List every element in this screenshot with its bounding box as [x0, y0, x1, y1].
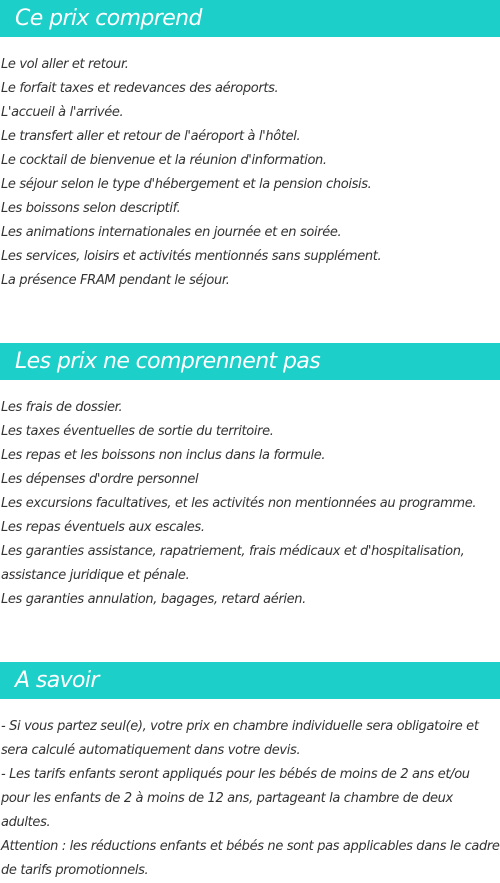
- list-item: Les animations internationales en journée et en soirée.: [1, 225, 342, 240]
- list-item: Les frais de dossier.: [1, 400, 123, 415]
- not-included-list: [0, 380, 500, 612]
- list-item: Le vol aller et retour.: [1, 57, 129, 72]
- list-item: Les boissons selon descriptif.: [1, 201, 181, 216]
- section-included: [0, 0, 500, 293]
- included-list: [0, 37, 500, 293]
- section-not-included: [0, 343, 500, 612]
- list-item: Le cocktail de bienvenue et la réunion d'information.: [1, 153, 327, 168]
- list-item: - Si vous partez seul(e), votre prix en chambre individuelle sera obligatoire et sera calculé automatiquement dans votre devis.: [1, 719, 479, 758]
- list-item: - Les tarifs enfants seront appliqués pour les bébés de moins de 2 ans et/ou pour les enfants de 2 à moins de 12 ans, partageant la chambre de deux adultes.: [1, 767, 470, 830]
- list-item: Les repas éventuels aux escales.: [1, 520, 205, 535]
- list-item: Les excursions facultatives, et les activités non mentionnées au programme.: [1, 496, 477, 511]
- good-to-know-list: [0, 699, 500, 883]
- list-item: Les taxes éventuelles de sortie du territoire.: [1, 424, 274, 439]
- list-item: Les garanties annulation, bagages, retard aérien.: [1, 592, 306, 607]
- section-title-included: Ce prix comprend: [0, 0, 500, 37]
- section-title-not-included: Les prix ne comprennent pas: [0, 343, 500, 380]
- list-item: Les garanties assistance, rapatriement, frais médicaux et d'hospitalisation, assistance juridique et pénale.: [1, 544, 465, 583]
- list-item: Les repas et les boissons non inclus dans la formule.: [1, 448, 326, 463]
- section-good-to-know: [0, 662, 500, 883]
- list-item: Les services, loisirs et activités mentionnés sans supplément.: [1, 249, 382, 264]
- list-item: Le transfert aller et retour de l'aéroport à l'hôtel.: [1, 129, 301, 144]
- list-item: Le forfait taxes et redevances des aéroports.: [1, 81, 279, 96]
- list-item: Le séjour selon le type d'hébergement et la pension choisis.: [1, 177, 372, 192]
- section-title-good-to-know: A savoir: [0, 662, 500, 699]
- list-item: L'accueil à l'arrivée.: [1, 105, 124, 120]
- list-item: Attention : les réductions enfants et bébés ne sont pas applicables dans le cadre de tarifs promotionnels.: [1, 839, 500, 878]
- list-item: Les dépenses d'ordre personnel: [1, 472, 199, 487]
- list-item: La présence FRAM pendant le séjour.: [1, 273, 230, 288]
